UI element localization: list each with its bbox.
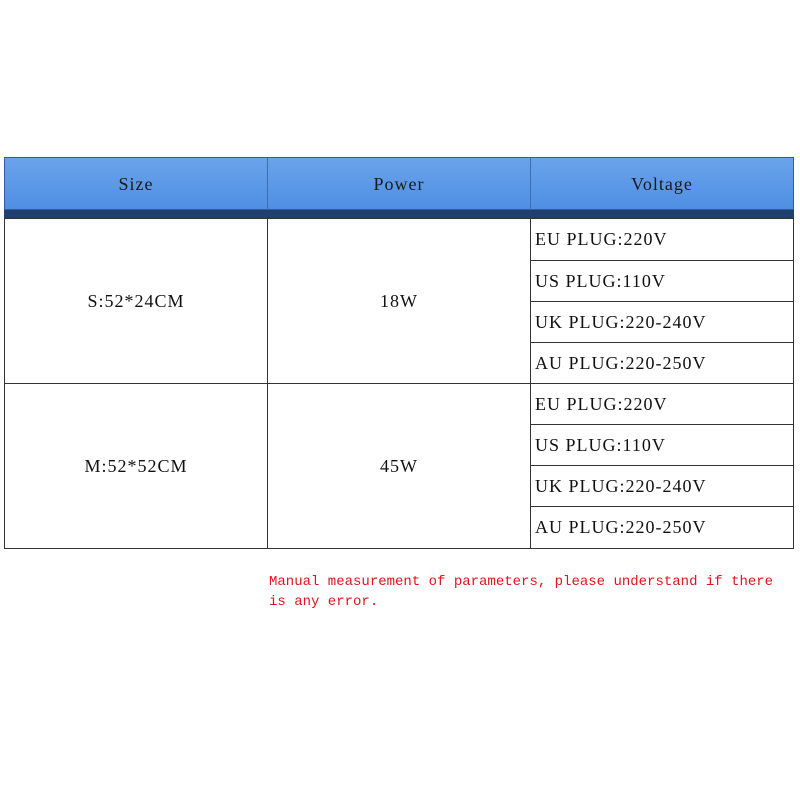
voltage-cell: UK PLUG:220-240V bbox=[535, 476, 707, 496]
measurement-note: Manual measurement of parameters, please understand if there is any error. bbox=[269, 574, 774, 610]
spec-table bbox=[4, 157, 794, 549]
header-voltage: Voltage bbox=[631, 174, 693, 194]
table-header bbox=[4, 157, 794, 210]
voltage-cell: US PLUG:110V bbox=[535, 271, 666, 291]
power-cell: 18W bbox=[380, 291, 418, 311]
header-power: Power bbox=[373, 174, 425, 194]
voltage-cell: UK PLUG:220-240V bbox=[535, 312, 707, 332]
voltage-cell: AU PLUG:220-250V bbox=[535, 353, 707, 373]
size-cell: M:52*52CM bbox=[84, 456, 188, 476]
header-size: Size bbox=[118, 174, 154, 194]
voltage-cell: AU PLUG:220-250V bbox=[535, 517, 707, 537]
table-body bbox=[4, 218, 794, 549]
voltage-cell: EU PLUG:220V bbox=[535, 229, 668, 249]
header-divider-band bbox=[4, 210, 794, 218]
voltage-cell: US PLUG:110V bbox=[535, 435, 666, 455]
size-cell: S:52*24CM bbox=[87, 291, 185, 311]
power-cell: 45W bbox=[380, 456, 418, 476]
voltage-cell: EU PLUG:220V bbox=[535, 394, 668, 414]
